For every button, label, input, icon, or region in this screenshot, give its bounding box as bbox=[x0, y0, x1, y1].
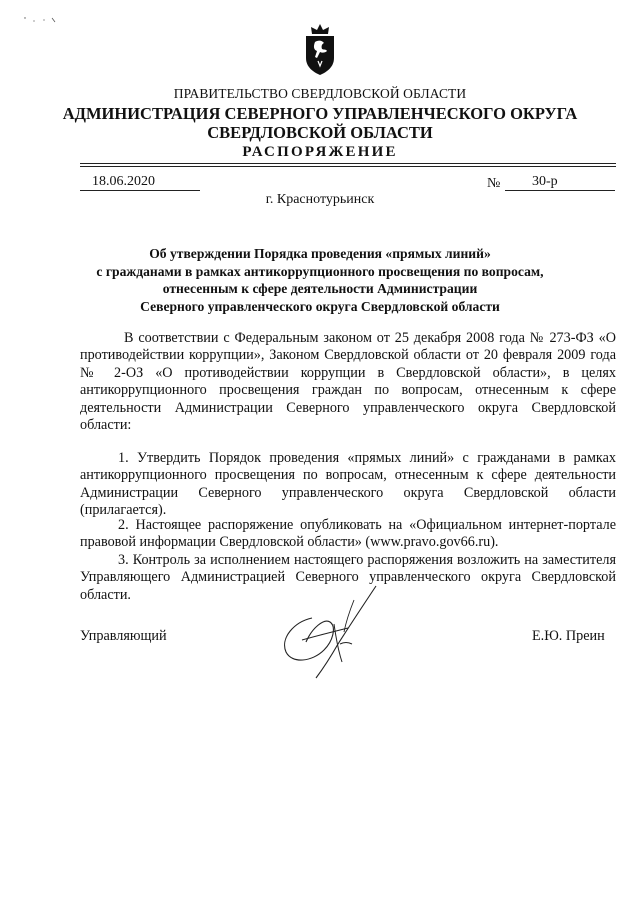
title-line-1: Об утверждении Порядка проведения «прямых линий» bbox=[149, 246, 491, 261]
administration-line-2: СВЕРДЛОВСКОЙ ОБЛАСТИ bbox=[207, 123, 433, 142]
list-item: 3. Контроль за исполнением настоящего распоряжения возложить на заместителя Управляющего Администрацией Северного управленческого округа Свердловской области. bbox=[80, 552, 616, 603]
handwritten-signature bbox=[272, 582, 388, 682]
title-line-3: отнесенным к сфере деятельности Администрации bbox=[162, 281, 478, 296]
government-name: ПРАВИТЕЛЬСТВО СВЕРДЛОВСКОЙ ОБЛАСТИ bbox=[173, 86, 467, 101]
header-divider bbox=[80, 163, 616, 164]
administration-line-1: АДМИНИСТРАЦИЯ СЕВЕРНОГО УПРАВЛЕНЧЕСКОГО ОКРУГА bbox=[62, 104, 578, 123]
city: г. Краснотурьинск bbox=[265, 192, 375, 207]
coat-of-arms-icon bbox=[302, 24, 338, 76]
administration-name bbox=[0, 104, 640, 142]
number-underline bbox=[505, 190, 615, 191]
document-number: 30-р bbox=[532, 174, 558, 189]
preamble-paragraph: В соответствии с Федеральным законом от 25 декабря 2008 года № 273-ФЗ «О противодействии коррупции», Законом Свердловской области от 20 февраля 2009 года № 2-ОЗ «О противодействии коррупции в Свердловской области», в целях антикоррупционного просвещения граждан по вопросам, отнесенным к сфере деятельности Администрации Северного управленческого округа Свердловской области: bbox=[80, 330, 616, 434]
list-item: 1. Утвердить Порядок проведения «прямых линий» с гражданами в рамках антикоррупционного просвещения по вопросам, отнесенным к сфере деятельности Администрации Северного управленческого округа Свердловской области (прилагается). bbox=[80, 450, 616, 519]
document-title bbox=[0, 245, 640, 315]
date-underline bbox=[80, 190, 200, 191]
document-type: РАСПОРЯЖЕНИЕ bbox=[242, 144, 398, 160]
header-divider-thin bbox=[80, 166, 616, 167]
scan-marks bbox=[22, 8, 62, 28]
document-date: 18.06.2020 bbox=[92, 174, 155, 189]
list-item: 2. Настоящее распоряжение опубликовать на «Официальном интернет-портале правовой информации Свердловской области» (www.pravo.gov66.ru). bbox=[80, 517, 616, 551]
title-line-2: с гражданами в рамках антикоррупционного просвещения по вопросам, bbox=[96, 263, 544, 279]
signatory-position: Управляющий bbox=[80, 628, 167, 644]
title-line-4: Северного управленческого округа Свердловской области bbox=[140, 298, 500, 314]
number-sign: № bbox=[487, 176, 501, 191]
signatory-name: Е.Ю. Преин bbox=[532, 628, 605, 644]
